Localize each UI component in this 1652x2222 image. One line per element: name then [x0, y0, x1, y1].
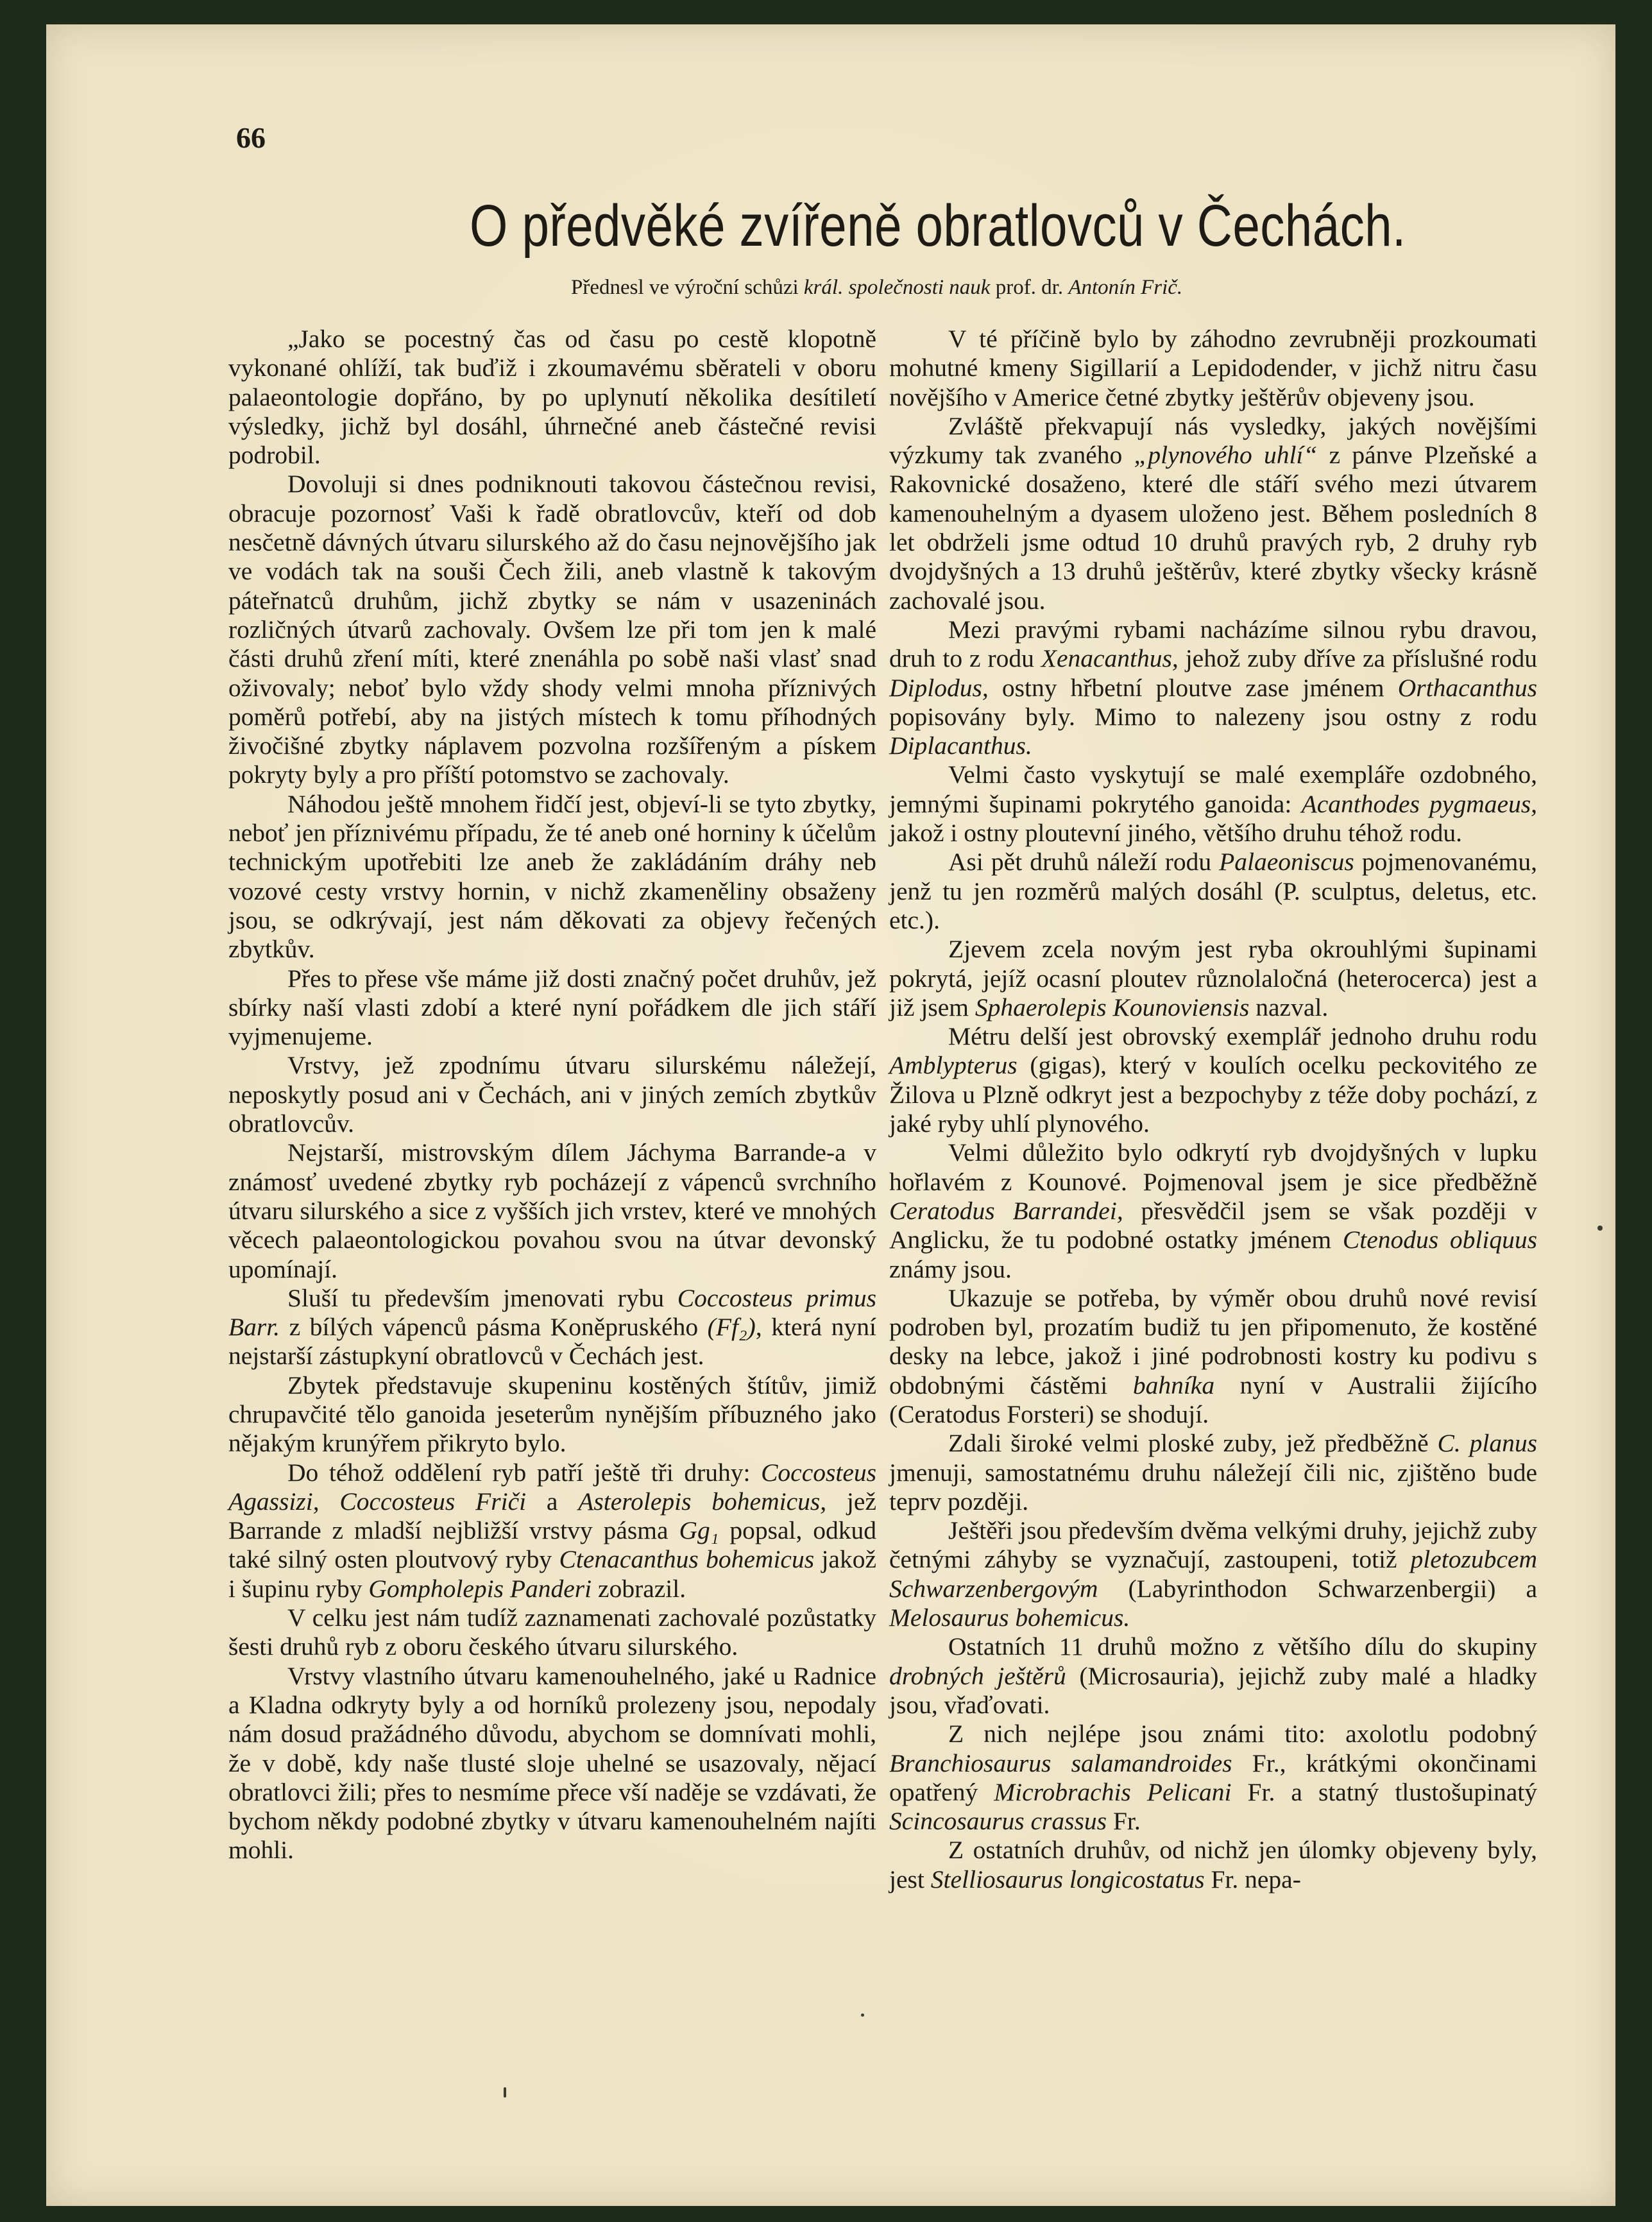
- paragraph: Ukazuje se potřeba, by výměr obou druhů nové revisí podroben byl, prozatím budiž tu jen připomenuto, že kostěné desky na lebce, jakož i jiné podrobnosti kostry ku podivu s obdobnými částěmi bahníka nyní v Australii žijícího (Ceratodus Forsteri) se shodují.: [889, 1283, 1537, 1428]
- byline: [571, 276, 1182, 300]
- paper-speck: [1597, 1226, 1603, 1231]
- byline-middle: prof. dr.: [990, 276, 1069, 299]
- page-title: O předvěké zvířeně obratlovců v Čechách.: [470, 193, 1406, 259]
- paragraph: Přes to přese vše máme již dosti značný počet druhův, jež sbírky naší vlasti zdobí a které nyní pořádkem dle jich stáří vyjmenujeme.: [228, 964, 876, 1051]
- paragraph: Mezi pravými rybami nacházíme silnou rybu dravou, druh to z rodu Xenacanthus, jehož zuby dříve za příslušné rodu Diplodus, ostny hřbetní ploutve zase jménem Orthacanthus popisovány byly. Mimo to nalezeny jsou ostny z rodu Diplacanthus.: [889, 615, 1537, 760]
- paper-speck: [861, 2013, 864, 2017]
- paragraph: Dovoluji si dnes podniknouti takovou částečnou revisi, obracuje pozornosť Vaši k řadě obratlovcův, kteří od dob nesčetně dávných útvaru silurského až do času nejnovějšího jak ve vodách tak na souši Čech žili, aneb vlastně k takovým páteřnatců druhům, jichž zbytky se nám v usazeninách rozličných útvarů zachovaly. Ovšem lze při tom jen k malé části druhů zření míti, které znenáhla po sobě naši vlasť snad oživovaly; neboť bylo vždy shody velmi mnoha příznivých poměrů potřebí, aby na jistých místech k tomu příhodných živočišné zbytky náplavem pozvolna rozšířeným a pískem pokryty byly a pro příští potomstvo se zachovaly.: [228, 470, 876, 789]
- paragraph: Métru delší jest obrovský exemplář jednoho druhu rodu Amblypterus (gigas), který v koulích ocelku peckovitého ze Žilova u Plzně odkryt jest a bezpochyby z téže doby pochází, z jaké ryby uhlí plynového.: [889, 1022, 1537, 1138]
- paragraph: Z nich nejlépe jsou známi tito: axolotlu podobný Branchiosaurus salamandroides Fr., krátkými okončinami opatřený Microbrachis Pelicani Fr. a statný tlustošupinatý Scincosaurus crassus Fr.: [889, 1720, 1537, 1836]
- paragraph: Sluší tu především jmenovati rybu Coccosteus primus Barr. z bílých vápenců pásma Koněpruského (Ff₂), která nyní nejstarší zástupkyní obratlovců v Čechách jest.: [228, 1283, 877, 1371]
- byline-author: Antonín Frič.: [1068, 276, 1183, 299]
- paragraph: V té příčině bylo by záhodno zevrubněji prozkoumati mohutné kmeny Sigillarií a Lepidodender, v jichž nitru času novějšího v Americe četné zbytky ještěrův objeveny jsou.: [889, 325, 1537, 411]
- paragraph: Nejstarší, mistrovským dílem Jáchyma Barrande-a v známosť uvedené zbytky ryb pocházejí z vápenců svrchního útvaru silurského a sice z vyšších jich vrstev, které ve mnohých věcech palaeontologickou povahou svou na útvar devonský upomínají.: [228, 1138, 876, 1283]
- paragraph: Zvláště překvapují nás vysledky, jakých novějšími výzkumy tak zvaného „plynového uhlí“ z pánve Plzeňské a Rakovnické dosaženo, které dle stáří svého mezi útvarem kamenouhelným a dyasem uloženo jest. Během posledních 8 let obdrželi jsme odtud 10 druhů pravých ryb, 2 druhy ryb dvojdyšných a 13 druhů ještěrův, které zbytky všecky krásně zachovalé jsou.: [889, 411, 1537, 615]
- scanned-page: [46, 24, 1615, 2206]
- paragraph: V celku jest nám tudíž zaznamenati zachovalé pozůstatky šesti druhů ryb z oboru českého útvaru silurského.: [228, 1603, 876, 1661]
- left-column: [228, 325, 876, 1865]
- paragraph: Z ostatních druhův, od nichž jen úlomky objeveny byly, jest Stelliosaurus longicostatus Fr. nepa-: [889, 1836, 1537, 1893]
- page-number: 66: [236, 121, 266, 154]
- paragraph: Vrstvy, jež zpodnímu útvaru silurskému náležejí, neposkytly posud ani v Čechách, ani v jiných zemích zbytkův obratlovcův.: [228, 1051, 876, 1138]
- byline-society: král. společnosti nauk: [803, 276, 991, 299]
- paper-speck: [504, 2087, 506, 2098]
- paragraph: Velmi důležito bylo odkrytí ryb dvojdyšných v lupku hořlavém z Kounové. Pojmenoval jsem je sice předběžně Ceratodus Barrandei, přesvědčil jsem se však později v Anglicku, že tu podobné ostatky jménem Ctenodus obliquus známy jsou.: [889, 1138, 1537, 1283]
- paragraph: Do téhož oddělení ryb patří ještě tři druhy: Coccosteus Agassizi, Coccosteus Friči a Asterolepis bohemicus, jež Barrande z mladší nejbližší vrstvy pásma Gg₁ popsal, odkud také silný osten ploutvový ryby Ctenacanthus bohemicus jakož i šupinu ryby Gompholepis Panderi zobrazil.: [228, 1458, 877, 1603]
- paragraph: „Jako se pocestný čas od času po cestě klopotně vykonané ohlíží, tak buďiž i zkoumavému sběrateli v oboru palaeontologie dopřáno, by po uplynutí několika desítiletí výsledky, jichž byl dosáhl, úhrnečné aneb částečné revisi podrobil.: [228, 325, 876, 470]
- byline-prefix: Přednesl ve výroční schůzi: [571, 276, 804, 299]
- paragraph: Ještěři jsou především dvěma velkými druhy, jejichž zuby četnými záhyby se vyznačují, zastoupeni, totiž pletozubcem Schwarzenbergovým (Labyrinthodon Schwarzenbergii) a Melosaurus bohemicus.: [889, 1516, 1537, 1632]
- paragraph: Velmi často vyskytují se malé exempláře ozdobného, jemnými šupinami pokrytého ganoida: Acanthodes pygmaeus, jakož i ostny ploutevní jiného, většího druhu téhož rodu.: [889, 760, 1538, 848]
- right-column: [889, 325, 1537, 1894]
- paragraph: Vrstvy vlastního útvaru kamenouhelného, jaké u Radnice a Kladna odkryty byly a od horníků prolezeny jsou, nepodaly nám dosud pražádného důvodu, abychom se domnívati mohli, že v době, kdy naše tlusté sloje uhelné se usazovaly, nějací obratlovci žili; přes to nesmíme přece vší naděje se vzdávati, že bychom někdy podobné zbytky v útvaru kamenouhelném najíti mohli.: [228, 1661, 876, 1865]
- paragraph: Náhodou ještě mnohem řidčí jest, objeví-li se tyto zbytky, neboť jen příznivému případu, že té aneb oné horniny k účelům technickým upotřebiti lze aneb že zakládáním dráhy neb vozové cesty vrstvy hornin, v nichž zkameněliny obsaženy jsou, se odkrývají, jest nám děkovati za objevy řečených zbytkův.: [228, 789, 876, 964]
- paragraph: Asi pět druhů náleží rodu Palaeoniscus pojmenovanému, jenž tu jen rozměrů malých dosáhl (P. sculptus, deletus, etc. etc.).: [889, 848, 1537, 934]
- paragraph: Zdali široké velmi ploské zuby, jež předběžně C. planus jmenuji, samostatnému druhu náležejí čili nic, zjištěno bude teprv později.: [889, 1429, 1537, 1516]
- paragraph: Ostatních 11 druhů možno z většího dílu do skupiny drobných ještěrů (Microsauria), jejichž zuby malé a hladky jsou, vřaďovati.: [889, 1632, 1537, 1719]
- paragraph: Zjevem zcela novým jest ryba okrouhlými šupinami pokrytá, jejíž ocasní ploutev různolaločná (heterocerca) jest a již jsem Sphaerolepis Kounoviensis nazval.: [889, 935, 1537, 1021]
- paragraph: Zbytek představuje skupeninu kostěných štítův, jimiž chrupavčité tělo ganoida jeseterům nynějším příbuzného jako nějakým krunýřem přikryto bylo.: [228, 1371, 876, 1458]
